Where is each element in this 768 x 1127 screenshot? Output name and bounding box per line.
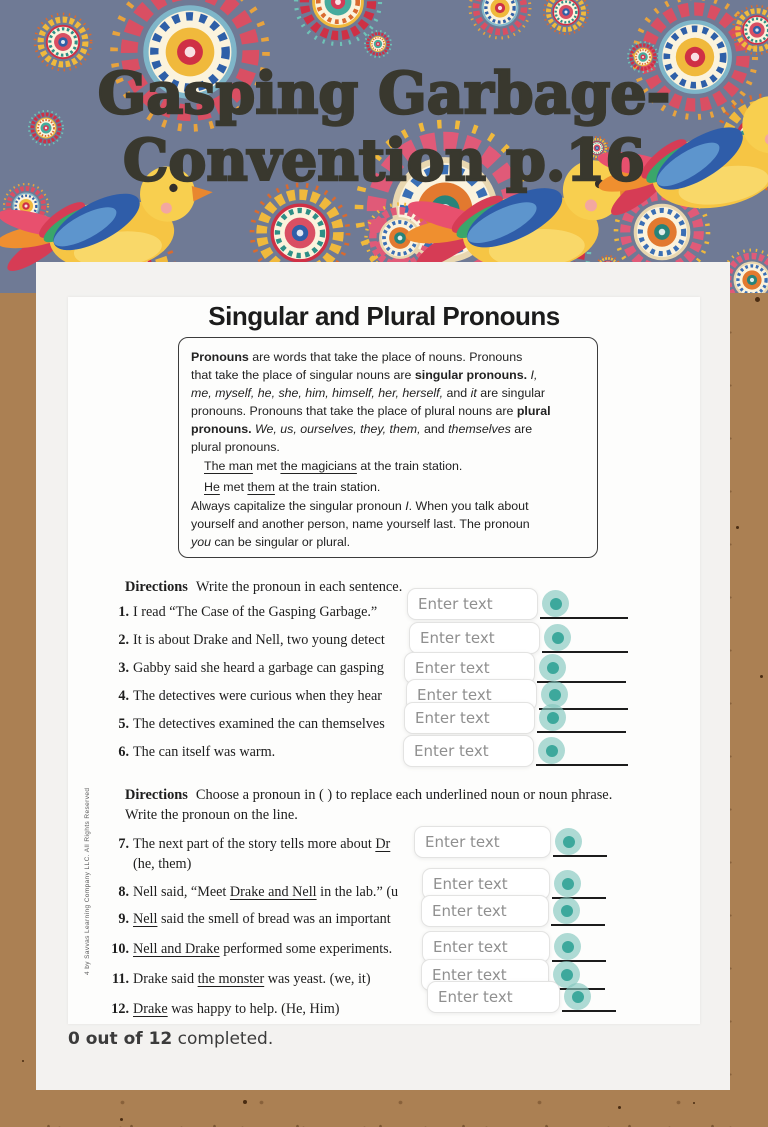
item-number: 8. [118, 884, 129, 900]
background-speck [755, 297, 760, 302]
directions-label: Directions [125, 579, 188, 595]
record-answer-button-7[interactable] [555, 828, 582, 855]
answer-print-line [542, 651, 628, 653]
info-box-line [191, 515, 585, 533]
answer-print-line [537, 731, 626, 733]
directions-text [125, 785, 612, 825]
text-segment: pronouns. [191, 422, 252, 436]
sentence-item [105, 971, 371, 988]
info-box-line [191, 384, 585, 402]
text-segment: performed some experiments. [219, 941, 393, 957]
answer-print-line [553, 855, 607, 857]
mandala-icon [296, 0, 380, 44]
text-segment: The can itself was warm. [133, 744, 276, 760]
answer-input-2[interactable] [409, 622, 540, 654]
text-segment: and [420, 422, 449, 436]
sentence-item [105, 884, 398, 901]
assignment-title-line1: Gasping Garbage- [97, 60, 671, 127]
background-speck [120, 1118, 123, 1121]
background-speck [760, 675, 763, 678]
mandala-icon [365, 31, 391, 57]
answer-input-7[interactable] [414, 826, 551, 858]
info-box-line [191, 497, 585, 515]
text-segment: was happy to help. (He, Him) [167, 1001, 340, 1017]
directions-text [125, 577, 402, 597]
text-segment: are words that take the place of nouns. Pronouns [248, 350, 523, 364]
sentence-item [105, 716, 385, 733]
record-answer-button-5[interactable] [539, 704, 566, 731]
text-segment: met [219, 479, 248, 494]
answer-input-6[interactable] [403, 735, 534, 767]
mandala-icon [470, 0, 530, 38]
text-segment: The man [204, 459, 253, 473]
text-segment: Pronouns [191, 350, 249, 364]
text-segment: plural [516, 404, 551, 418]
record-answer-button-2[interactable] [544, 624, 571, 651]
background-speck [243, 1100, 247, 1104]
text-segment: you [191, 535, 211, 549]
text-segment: The detectives examined the can themselves [133, 716, 385, 732]
text-segment: The next part of the story tells more about [133, 836, 376, 852]
sentence-item [105, 688, 382, 705]
sentence-item [105, 660, 384, 677]
info-box-line [191, 438, 585, 456]
text-segment: was yeast. (we, it) [264, 971, 371, 987]
text-segment: at the train station. [356, 459, 463, 473]
record-answer-button-1[interactable] [542, 590, 569, 617]
text-segment: Nell and Drake [133, 941, 220, 957]
progress-count: 0 out of 12 [68, 1029, 173, 1049]
answer-print-line [540, 617, 628, 619]
sentence-item [105, 836, 390, 875]
info-box-line [191, 477, 585, 498]
text-segment: I, [530, 368, 538, 382]
text-segment: I read “The Case of the Gasping Garbage.” [133, 604, 378, 620]
text-segment: in the lab.” (u [316, 884, 399, 900]
background-speck [693, 1102, 695, 1104]
record-answer-button-6[interactable] [538, 737, 565, 764]
text-segment: Nell [133, 911, 158, 927]
text-segment: can be singular or plural. [210, 535, 351, 549]
text-segment: met [252, 459, 281, 473]
text-segment: We, us, ourselves, they, them, [255, 422, 421, 436]
text-segment: It is about Drake and Nell, two young detect [133, 632, 385, 648]
record-answer-button-8[interactable] [554, 870, 581, 897]
item-number: 10. [111, 941, 129, 957]
text-segment: yourself and another person, name yourself last. The pronoun [191, 517, 530, 531]
item-number: 2. [118, 632, 129, 648]
text-segment: Gabby said she heard a garbage can gasping [133, 660, 384, 676]
text-segment: . When you talk about [408, 499, 529, 513]
text-segment: said the smell of bread was an important [157, 911, 391, 927]
text-segment: pronouns. Pronouns that take the place of plural nouns are [191, 404, 517, 418]
pronoun-choices: (he, them) [133, 856, 192, 872]
item-number: 4. [118, 688, 129, 704]
sentence-item [105, 911, 391, 928]
text-segment: themselves [448, 422, 511, 436]
directions-body: Write the pronoun in each sentence. [195, 579, 403, 595]
sentence-item [105, 1001, 339, 1018]
record-answer-button-12[interactable] [564, 983, 591, 1010]
copyright-side-text: 4 by Savvas Learning Company LLC. All Rights Reserved [84, 787, 91, 975]
text-segment: that take the place of singular nouns are [191, 368, 415, 382]
answer-input-12[interactable] [427, 981, 560, 1013]
sentence-item [105, 632, 385, 649]
answer-print-line [536, 764, 628, 766]
answer-print-line [562, 1010, 616, 1012]
record-answer-button-10[interactable] [554, 933, 581, 960]
info-box-line [191, 533, 585, 551]
answer-input-9[interactable] [421, 895, 549, 927]
text-segment: are singular [476, 386, 545, 400]
answer-input-5[interactable] [404, 702, 535, 734]
text-segment: Nell said, “Meet [133, 884, 230, 900]
background-speck [22, 1060, 24, 1062]
sentence-item [105, 604, 377, 621]
text-segment: Always capitalize the singular pronoun [191, 499, 406, 513]
item-number: 1. [118, 604, 129, 620]
worksheet-title: Singular and Plural Pronouns [208, 301, 560, 331]
text-segment: singular pronouns. [414, 368, 528, 382]
text-segment: Drake [133, 1001, 168, 1017]
text-segment: Drake and Nell [229, 884, 317, 900]
text-segment: The detectives were curious when they hear [133, 688, 382, 704]
directions-body: Choose a pronoun in ( ) to replace each underlined noun or noun phrase. [195, 787, 613, 803]
worksheet-card [36, 262, 730, 1090]
worksheet-scan [68, 297, 700, 1024]
item-number: 9. [118, 911, 129, 927]
info-box-line [191, 366, 585, 384]
item-number: 7. [118, 836, 129, 852]
mandala-icon [544, 0, 588, 34]
item-number: 3. [118, 660, 129, 676]
text-segment: the monster [197, 971, 265, 987]
item-number: 11. [112, 971, 129, 987]
progress-label: completed. [172, 1029, 274, 1049]
answer-print-line [551, 924, 605, 926]
background-speck [736, 526, 739, 529]
sentence-item [105, 744, 275, 761]
text-segment: the magicians [280, 459, 357, 473]
text-segment: them [247, 479, 275, 494]
item-number: 12. [111, 1001, 129, 1017]
progress-status [68, 1029, 273, 1049]
text-segment: me, myself, he, she, him, himself, her, herself, [191, 386, 444, 400]
pronoun-info-box [178, 337, 598, 558]
header-banner [0, 0, 768, 293]
text-segment: He [204, 479, 220, 494]
answer-input-1[interactable] [407, 588, 538, 620]
text-segment: and [443, 386, 471, 400]
sentence-item [105, 941, 392, 958]
text-segment: are [510, 422, 533, 436]
item-number: 6. [118, 744, 129, 760]
record-answer-button-9[interactable] [553, 897, 580, 924]
info-box-line [191, 348, 585, 366]
text-segment: Drake said [133, 971, 198, 987]
assignment-title-line2: Convention p.16 [123, 127, 645, 194]
text-segment: plural pronouns. [191, 440, 280, 454]
assignment-title [0, 60, 768, 194]
text-segment: I [405, 499, 409, 513]
item-number: 5. [118, 716, 129, 732]
directions-label: Directions [125, 787, 188, 803]
info-box-line [191, 456, 585, 477]
info-box-line [191, 402, 585, 420]
text-segment: it [470, 386, 477, 400]
text-segment: at the train station. [274, 479, 381, 494]
info-box-line [191, 420, 585, 438]
text-segment: Dr [375, 836, 391, 852]
record-answer-button-3[interactable] [539, 654, 566, 681]
directions-body-line2: Write the pronoun on the line. [125, 807, 298, 823]
background-speck [618, 1106, 621, 1109]
